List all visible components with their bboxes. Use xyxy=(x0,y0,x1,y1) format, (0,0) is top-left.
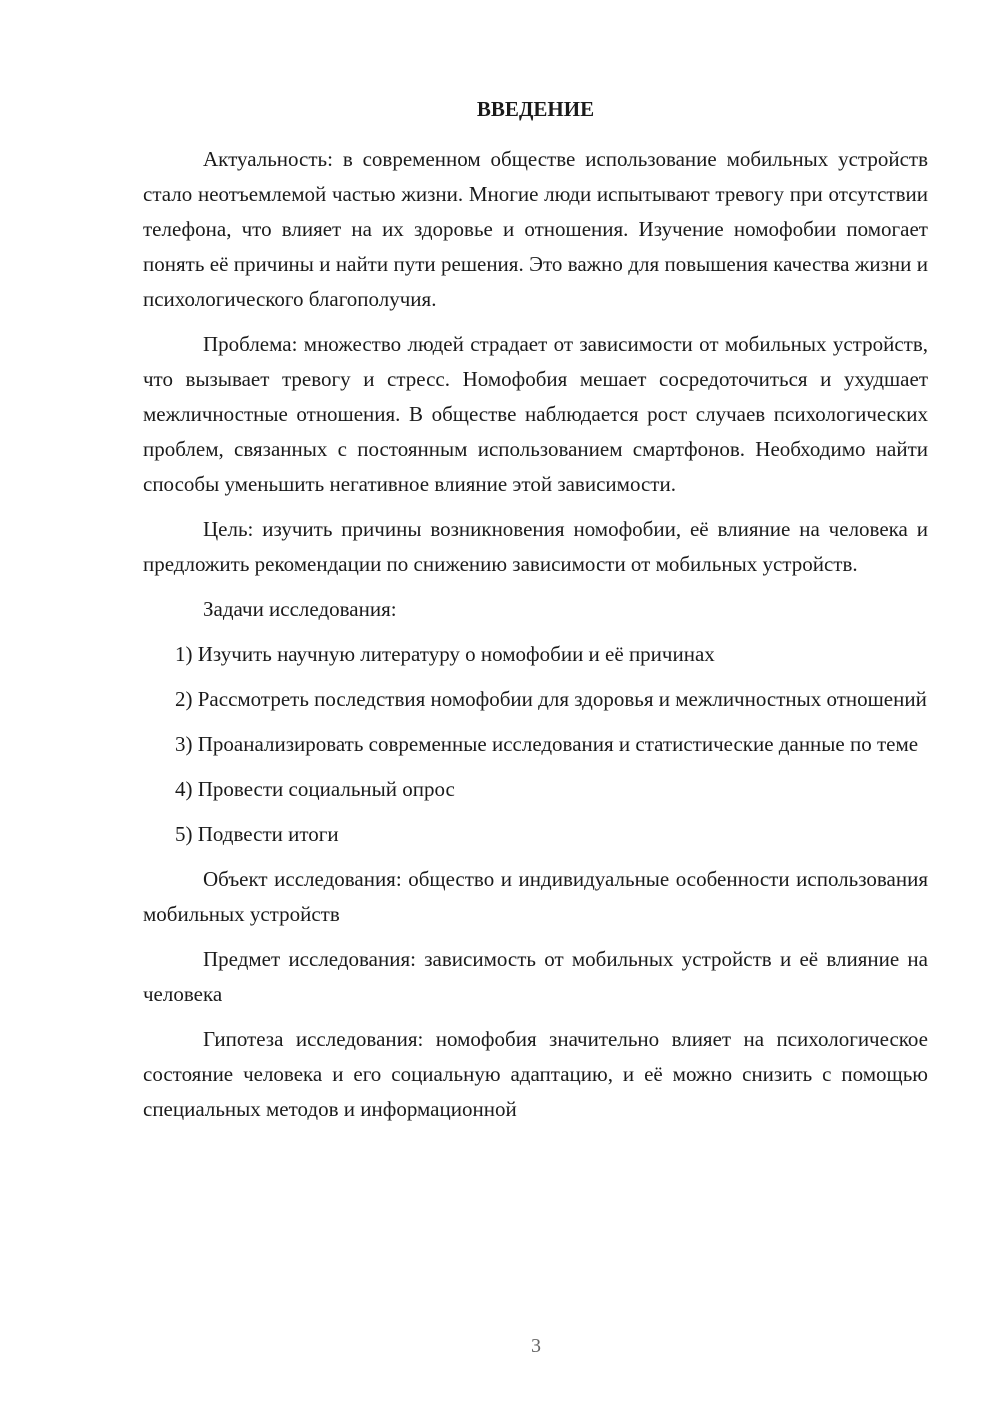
task-item-5: 5) Подвести итоги xyxy=(175,822,339,846)
page-number: 3 xyxy=(531,1335,541,1357)
subject-paragraph: Предмет исследования: зависимость от мобильных устройств и её влияние на человека xyxy=(143,947,928,1006)
hypothesis-paragraph: Гипотеза исследования: номофобия значительно влияет на психологическое состояние человека и его социальную адаптацию, и её можно снизить с помощью специальных методов и информационной xyxy=(143,1027,928,1121)
relevance-paragraph: Актуальность: в современном обществе использование мобильных устройств стало неотъемлемой частью жизни. Многие люди испытывают тревогу при отсутствии телефона, что влияет на их здоровье и отношения. Изучение номофобии помогает понять её причины и найти пути решения. Это важно для повышения качества жизни и психологического благополучия. xyxy=(143,147,928,311)
problem-paragraph: Проблема: множество людей страдает от зависимости от мобильных устройств, что вызывает тревогу и стресс. Номофобия мешает сосредоточиться и ухудшает межличностные отношения. В обществе наблюдается рост случаев психологических проблем, связанных с постоянным использованием смартфонов. Необходимо найти способы уменьшить негативное влияние этой зависимости. xyxy=(143,332,928,496)
task-item-3: 3) Проанализировать современные исследования и статистические данные по теме xyxy=(175,732,919,756)
goal-paragraph: Цель: изучить причины возникновения номофобии, её влияние на человека и предложить рекомендации по снижению зависимости от мобильных устройств. xyxy=(143,517,928,576)
task-item-2: 2) Рассмотреть последствия номофобии для здоровья и межличностных отношений xyxy=(175,687,927,711)
object-paragraph: Объект исследования: общество и индивидуальные особенности использования мобильных устройств xyxy=(143,867,928,926)
task-item-4: 4) Провести социальный опрос xyxy=(175,777,455,801)
tasks-heading: Задачи исследования: xyxy=(203,597,397,621)
section-title: ВВЕДЕНИЕ xyxy=(476,97,595,121)
page-body xyxy=(143,92,928,1127)
task-item-1: 1) Изучить научную литературу о номофобии и её причинах xyxy=(175,642,715,666)
